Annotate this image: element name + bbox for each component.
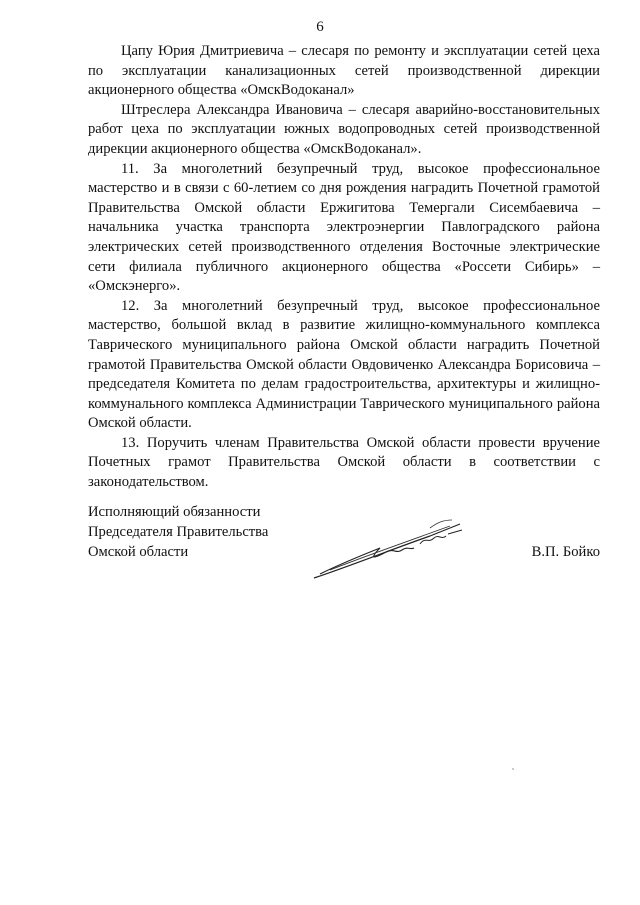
signer-title-line: Председателя Правительства — [88, 524, 269, 540]
document-body — [88, 42, 600, 493]
paragraph-item-11: 11. За многолетний безупречный труд, высокое профессиональное мастерство и в связи с 60-летием со дня рождения наградить Почетной грамотой Правительства Омской области Ержигитова Темергали Сисембаевича – начальника участка транспорта электроэнергии Павлоградского района электрических сетей производственного отделения Восточные электрические сети филиала публичного акционерного общества «Россети Сибирь» – «Омскэнерго». — [88, 160, 600, 295]
page-number: 6 — [316, 19, 324, 35]
paragraph-item-12: 12. За многолетний безупречный труд, высокое профессиональное мастерство, большой вклад в развитие жилищно-коммунального комплекса Таврического муниципального района Омской области наградить Почетной грамотой Правительства Омской области Овдовиченко Александра Борисовича – председателя Комитета по делам градостроительства, архитектуры и жилищно-коммунального комплекса Администрации Таврического муниципального района Омской области. — [88, 297, 600, 432]
paragraph-tsapu: Цапу Юрия Дмитриевича – слесаря по ремонту и эксплуатации сетей цеха по эксплуатации канализационных сетей производственной дирекции акционерного общества «ОмскВодоканал» — [88, 43, 600, 99]
handwritten-signature — [310, 514, 470, 584]
signer-name: В.П. Бойко — [531, 544, 600, 560]
signer-title-line: Исполняющий обязанности — [88, 504, 261, 520]
paragraph-shtresler: Штреслера Александра Ивановича – слесаря аварийно-восстановительных работ цеха по эксплуатации южных водопроводных сетей производственной дирекции акционерного общества «ОмскВодоканал». — [88, 101, 600, 157]
scan-speck — [512, 768, 514, 770]
paragraph-item-13: 13. Поручить членам Правительства Омской области провести вручение Почетных грамот Правительства Омской области в соответствии с законодательством. — [88, 434, 600, 491]
signature-block — [88, 502, 600, 582]
signer-title-line: Омской области — [88, 544, 189, 560]
